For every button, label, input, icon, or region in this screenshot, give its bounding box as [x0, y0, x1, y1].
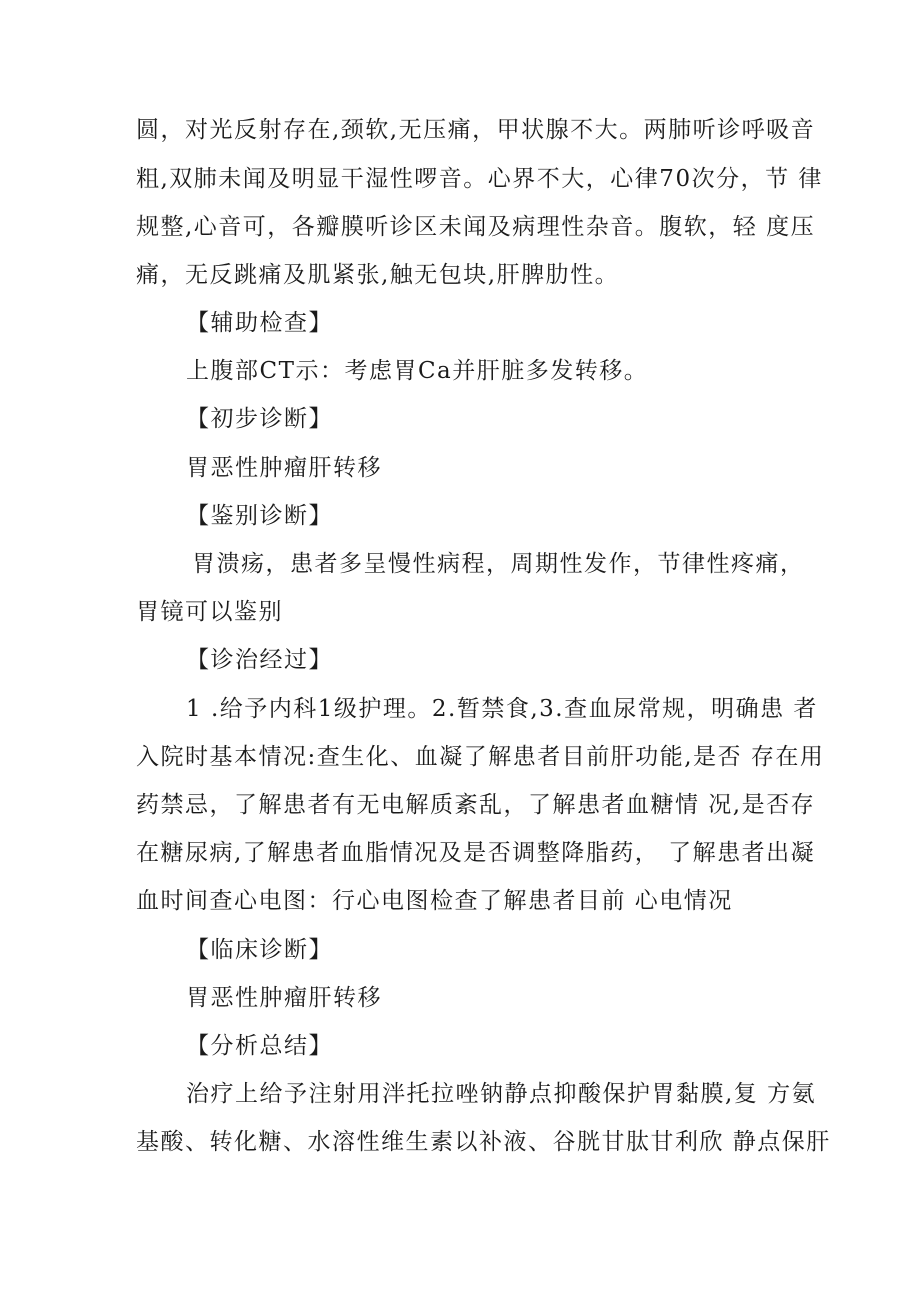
paragraph-line: 入院时基本情况:查生化、血凝了解患者目前肝功能,是否 存在用: [136, 744, 825, 770]
paragraph-line: 规整,心音可，各瓣膜听诊区未闻及病理性杂音。腹软，轻 度压: [136, 214, 816, 240]
paragraph-line: 胃镜可以鉴别: [136, 599, 283, 625]
paragraph-line: 痛，无反跳痛及肌紧张,触无包块,肝脾肋性。: [136, 262, 620, 288]
paragraph-line: 基酸、转化糖、水溶性维生素以补液、谷胱甘肽甘利欣 静点保肝: [136, 1129, 831, 1155]
section-heading-differential-diagnosis: 【鉴别诊断】: [186, 503, 333, 529]
paragraph-line: 胃恶性肿瘤肝转移: [186, 985, 382, 1011]
paragraph-line: 1 .给予内科1级护理。2.暂禁食,3.查血尿常规，明确患 者: [186, 696, 818, 722]
paragraph-line: 治疗上给予注射用泮托拉唑钠静点抑酸保护胃黏膜,复 方氨: [186, 1081, 817, 1107]
section-heading-preliminary-diagnosis: 【初步诊断】: [186, 406, 333, 432]
section-heading-clinical-diagnosis: 【临床诊断】: [186, 937, 333, 963]
paragraph-line: 胃溃疡，患者多呈慢性病程，周期性发作，节律性疼痛，: [192, 551, 805, 577]
paragraph-line: 粗,双肺未闻及明显干湿性啰音。心界不大，心律70次分，节 律: [136, 166, 823, 192]
paragraph-line: 在糖尿病,了解患者血脂情况及是否调整降脂药， 了解患者出凝: [136, 840, 816, 866]
paragraph-line: 圆，对光反射存在,颈软,无压痛，甲状腺不大。两肺听诊呼吸音: [136, 117, 816, 143]
paragraph-line: 药禁忌，了解患者有无电解质紊乱，了解患者血糖情 况,是否存: [136, 792, 816, 818]
paragraph-line: 血时间查心电图：行心电图检查了解患者目前 心电情况: [136, 888, 733, 914]
paragraph-line: 胃恶性肿瘤肝转移: [186, 455, 382, 481]
section-heading-auxiliary-exam: 【辅助检查】: [186, 310, 333, 336]
paragraph-line: 上腹部CT示：考虑胃Ca并肝脏多发转移。: [186, 358, 649, 384]
section-heading-treatment-course: 【诊治经过】: [186, 647, 333, 673]
section-heading-analysis-summary: 【分析总结】: [186, 1033, 333, 1059]
